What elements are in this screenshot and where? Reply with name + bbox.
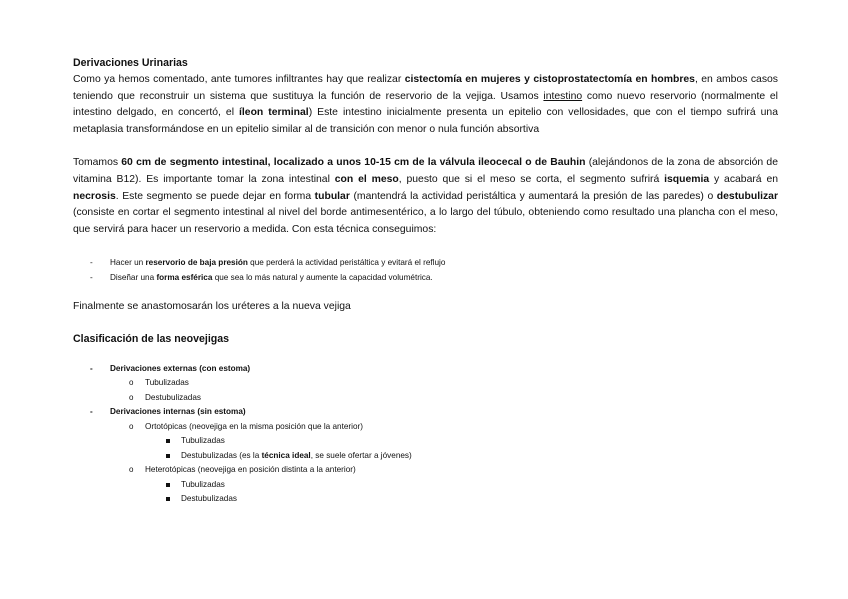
- bold-run: íleon terminal: [239, 107, 309, 119]
- bold-run: forma esférica: [156, 272, 213, 282]
- technique-paragraph: [73, 155, 778, 238]
- list-item-heterotopicas: [73, 463, 778, 478]
- section-title-derivaciones: Derivaciones Urinarias: [73, 57, 188, 69]
- underlined-run: intestino: [543, 90, 583, 102]
- list-item-hetero-tubulizadas: [73, 478, 778, 493]
- bold-run: tubular: [314, 190, 350, 202]
- item-label: Ortotópicas (neovejiga en la misma posición que la anterior): [145, 421, 363, 431]
- item-label: Derivaciones externas (con estoma): [110, 363, 251, 373]
- item-label: Tubulizadas: [181, 436, 225, 446]
- list-item-externas: [73, 362, 778, 377]
- square-bullet-icon: [166, 483, 170, 487]
- circle-marker: o: [129, 378, 134, 388]
- item-label: Destubulizadas: [181, 494, 237, 504]
- bold-run: cistectomía en mujeres y cistoprostatectomía en hombres: [404, 74, 695, 85]
- intro-paragraph: [73, 72, 778, 138]
- text-run: , se suele ofertar a jóvenes): [310, 450, 412, 460]
- list-item-orto-destubulizadas: [73, 449, 778, 464]
- list-item-orto-tubulizadas: [73, 434, 778, 449]
- circle-marker: o: [129, 392, 134, 402]
- list-item-hetero-destubulizadas: [73, 492, 778, 507]
- text-run: Tomamos: [73, 157, 122, 169]
- text-run: . Este segmento se puede dejar en forma: [115, 190, 315, 202]
- bold-run: necrosis: [73, 190, 116, 202]
- text-run: y acabará en: [709, 173, 778, 185]
- text-run: , puesto que si el meso se corta, el segmento sufrirá: [398, 173, 665, 185]
- item-label: Tubulizadas: [181, 479, 225, 489]
- item-label: Derivaciones internas (sin estoma): [110, 407, 246, 417]
- benefits-list: [73, 256, 778, 285]
- text-run: Como ya hemos comentado, ante tumores infiltrantes hay que realizar: [73, 74, 405, 85]
- bold-run: isquemia: [664, 173, 710, 185]
- text-run: Hacer un: [110, 258, 146, 268]
- text-run: que sea lo más natural y aumente la capacidad volumétrica.: [212, 272, 433, 282]
- section-title-clasificacion: Clasificación de las neovejigas: [73, 332, 230, 345]
- bold-run: con el meso: [334, 173, 399, 185]
- bold-run: destubulizar: [716, 190, 778, 202]
- document-page: [73, 56, 778, 507]
- final-paragraph: Finalmente se anastomosarán los uréteres a la nueva vejiga: [73, 301, 351, 313]
- text-run: Destubulizadas (es la: [181, 450, 262, 460]
- item-label: Tubulizadas: [145, 378, 189, 388]
- circle-marker: o: [129, 421, 134, 431]
- text-run: ) Este intestino inicialmente presenta un epitelio con vellosidades, que con el tiempo sufrirá una metaplasia transformándose en un epitelio similar al de transición con menor o nula función absortiva: [73, 107, 778, 135]
- list-item-ortotopicas: [73, 420, 778, 435]
- classification-list: [73, 362, 778, 507]
- text-run: , en ambos casos teniendo que reconstruir un sistema que sustituya la función de reservorio de la vejiga. Usamos: [73, 74, 778, 102]
- list-item: [73, 271, 778, 286]
- dash-marker: -: [90, 258, 93, 268]
- square-bullet-icon: [166, 439, 170, 443]
- text-run: como nuevo reservorio (normalmente el intestino delgado, en concertó, el: [73, 90, 778, 119]
- list-item-externas-destubulizadas: [73, 391, 778, 406]
- bold-run: reservorio de baja presión: [145, 258, 248, 268]
- square-bullet-icon: [166, 454, 170, 458]
- dash-marker: -: [90, 272, 93, 282]
- text-run: que perderá la actividad peristáltica y evitará el reflujo: [247, 258, 446, 268]
- item-label: Heterotópicas (neovejiga en posición distinta a la anterior): [145, 465, 356, 475]
- dash-marker: -: [90, 407, 93, 417]
- item-label: Destubulizadas: [145, 392, 201, 402]
- square-bullet-icon: [166, 497, 170, 501]
- bold-run: técnica ideal: [261, 450, 311, 460]
- list-item: [73, 256, 778, 271]
- list-item-externas-tubulizadas: [73, 376, 778, 391]
- text-run: Diseñar una: [110, 272, 157, 282]
- list-item-internas: [73, 405, 778, 420]
- bold-run: 60 cm de segmento intestinal, localizado a unos 10-15 cm de la válvula ileocecal o de Bauhin: [121, 157, 586, 169]
- text-run: (alejándonos de la zona de absorción de vitamina B12). Es importante tomar la zona intestinal: [73, 157, 778, 185]
- spacer: [73, 138, 778, 155]
- circle-marker: o: [129, 465, 134, 475]
- dash-marker: -: [90, 363, 93, 373]
- text-run: (mantendrá la actividad peristáltica y aumentará la presión de las paredes) o: [349, 190, 717, 202]
- text-run: (consiste en cortar el segmento intestinal al nivel del borde antimesentérico, a lo largo del túbulo, obteniendo como resultado una plancha con el meso, que servirá para hacer un reservorio a medida. Con esta técnica conseguimos:: [73, 207, 778, 235]
